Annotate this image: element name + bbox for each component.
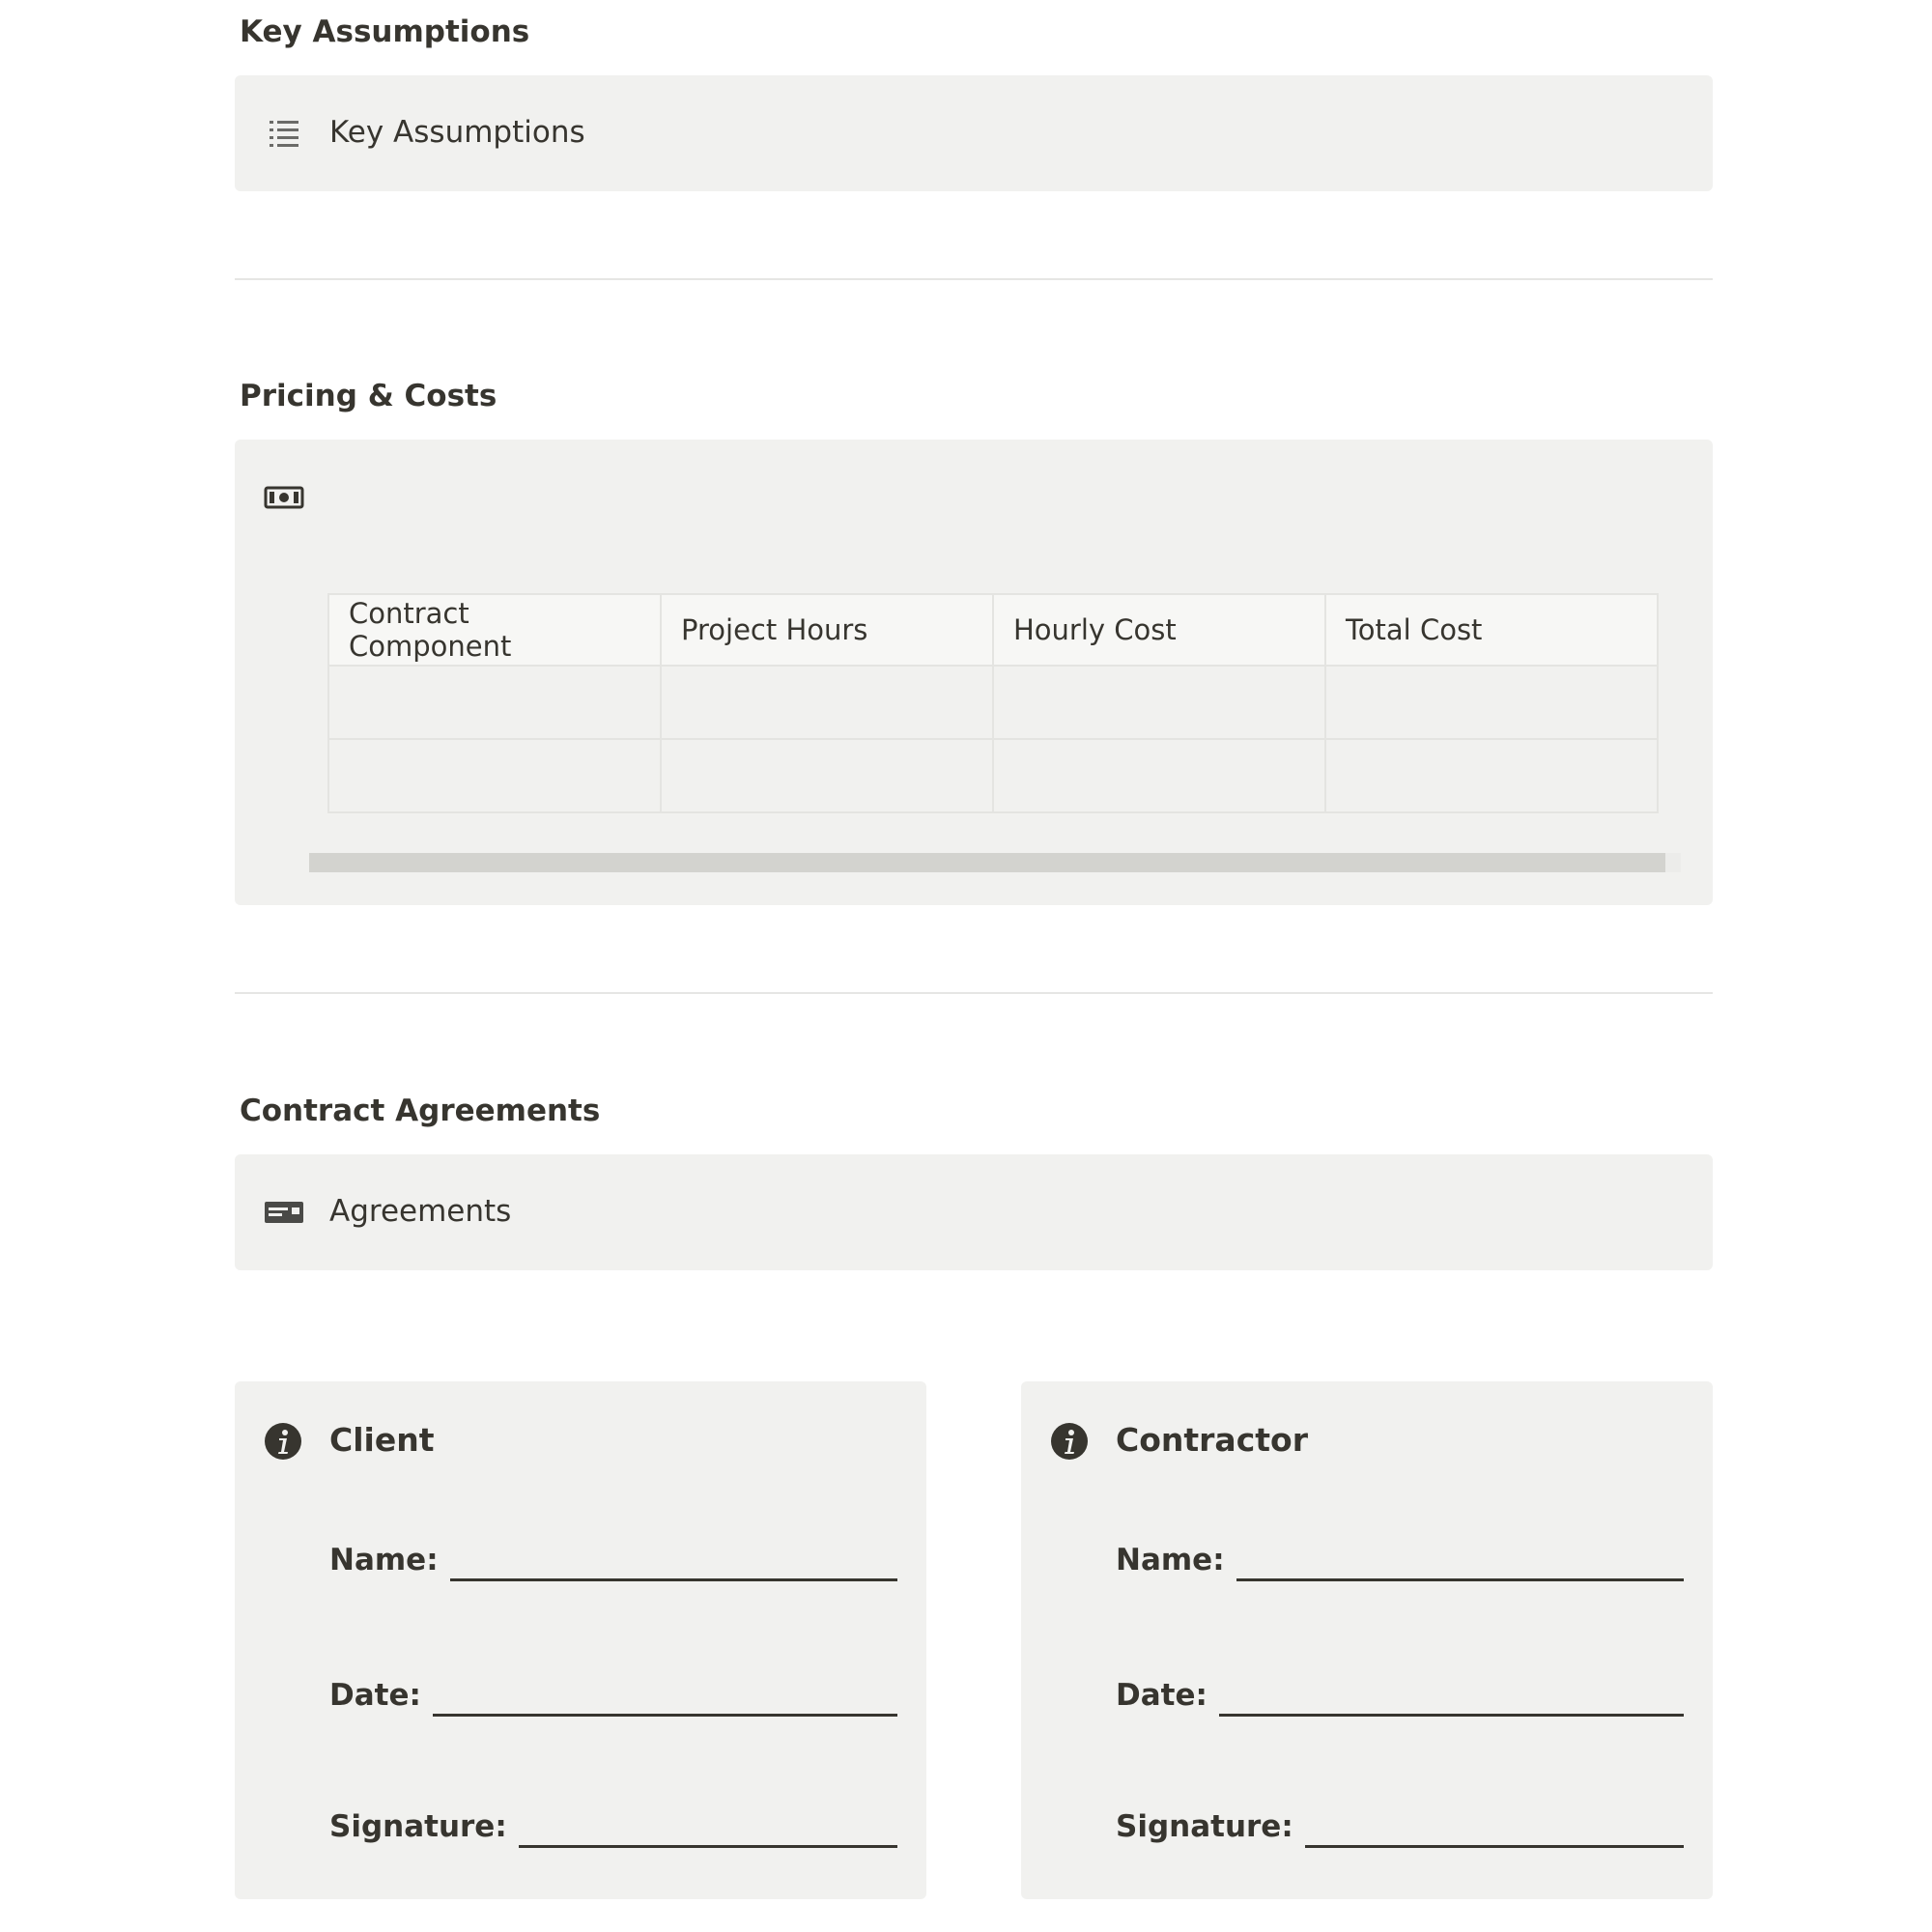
table-cell[interactable] bbox=[993, 666, 1325, 739]
scrollbar-thumb[interactable] bbox=[309, 853, 1665, 872]
column-header[interactable]: Hourly Cost bbox=[993, 594, 1325, 666]
table-cell[interactable] bbox=[661, 739, 993, 812]
list-icon bbox=[263, 112, 305, 155]
table-cell[interactable] bbox=[1325, 739, 1658, 812]
table-cell[interactable] bbox=[328, 739, 661, 812]
key-assumptions-heading: Key Assumptions bbox=[240, 14, 530, 49]
table-cell[interactable] bbox=[1325, 666, 1658, 739]
name-line[interactable] bbox=[450, 1549, 897, 1581]
signature-line[interactable] bbox=[519, 1816, 897, 1848]
name-label: Name: bbox=[329, 1543, 439, 1577]
table-cell[interactable] bbox=[661, 666, 993, 739]
signature-label: Signature: bbox=[329, 1809, 507, 1844]
card-icon bbox=[263, 1191, 305, 1234]
column-header[interactable]: Contract Component bbox=[328, 594, 661, 666]
agreements-callout-text: Agreements bbox=[329, 1194, 512, 1229]
client-name-field[interactable] bbox=[329, 1543, 897, 1581]
date-line[interactable] bbox=[1219, 1685, 1684, 1717]
agreements-callout[interactable] bbox=[235, 1154, 1713, 1270]
info-icon bbox=[264, 1422, 302, 1461]
pricing-table bbox=[327, 593, 1659, 813]
name-line[interactable] bbox=[1236, 1549, 1684, 1581]
signature-label: Signature: bbox=[1116, 1809, 1293, 1844]
agreements-heading: Contract Agreements bbox=[240, 1094, 601, 1128]
key-assumptions-callout[interactable] bbox=[235, 75, 1713, 191]
contractor-title: Contractor bbox=[1116, 1421, 1308, 1459]
contractor-date-field[interactable] bbox=[1116, 1678, 1684, 1717]
client-signature-field[interactable] bbox=[329, 1809, 897, 1848]
horizontal-scrollbar[interactable] bbox=[309, 853, 1681, 872]
money-icon bbox=[263, 476, 305, 519]
divider bbox=[235, 278, 1713, 280]
contractor-card bbox=[1021, 1381, 1713, 1899]
table-cell[interactable] bbox=[993, 739, 1325, 812]
table-row bbox=[328, 739, 1658, 812]
column-header[interactable]: Project Hours bbox=[661, 594, 993, 666]
table-cell[interactable] bbox=[328, 666, 661, 739]
table-row bbox=[328, 666, 1658, 739]
info-icon bbox=[1050, 1422, 1089, 1461]
table-header-row bbox=[328, 594, 1658, 666]
name-label: Name: bbox=[1116, 1543, 1225, 1577]
client-date-field[interactable] bbox=[329, 1678, 897, 1717]
column-header[interactable]: Total Cost bbox=[1325, 594, 1658, 666]
client-title: Client bbox=[329, 1421, 435, 1459]
pricing-heading: Pricing & Costs bbox=[240, 379, 497, 413]
contractor-signature-field[interactable] bbox=[1116, 1809, 1684, 1848]
date-label: Date: bbox=[1116, 1678, 1208, 1713]
date-line[interactable] bbox=[433, 1685, 897, 1717]
signature-line[interactable] bbox=[1305, 1816, 1684, 1848]
divider bbox=[235, 992, 1713, 994]
date-label: Date: bbox=[329, 1678, 421, 1713]
client-card bbox=[235, 1381, 926, 1899]
contractor-name-field[interactable] bbox=[1116, 1543, 1684, 1581]
key-assumptions-callout-text: Key Assumptions bbox=[329, 115, 585, 150]
